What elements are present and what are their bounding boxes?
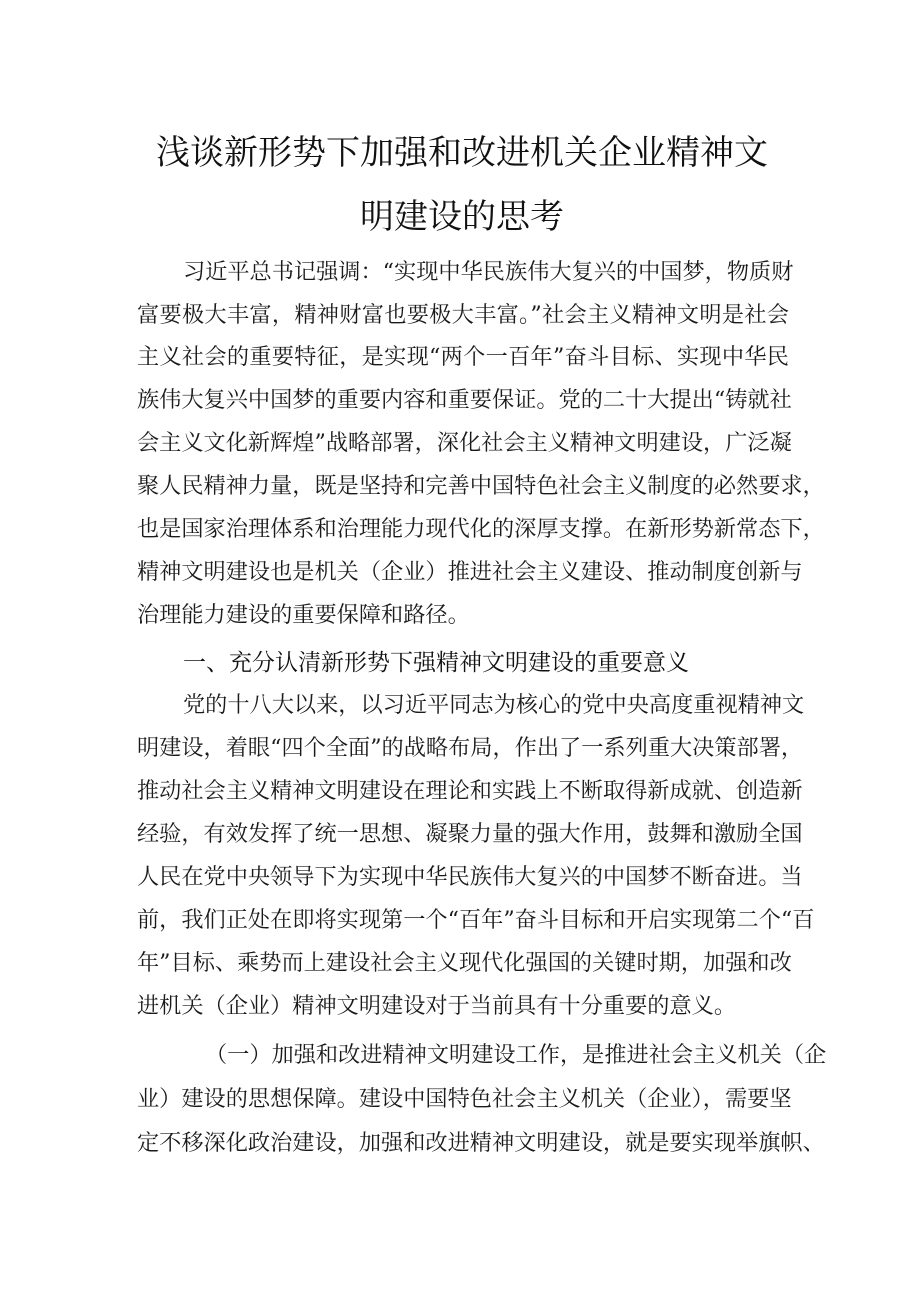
section-paragraph-line: 年”目标、乘势而上建设社会主义现代化强国的关键时期，加强和改 bbox=[137, 950, 792, 976]
intro-paragraph-line: 精神文明建设也是机关（企业）推进社会主义建设、推动制度创新与 bbox=[137, 559, 803, 585]
section-paragraph-line: 推动社会主义精神文明建设在理论和实践上不断取得新成就、创造新 bbox=[137, 778, 803, 804]
section-paragraph-line: 经验，有效发挥了统一思想、凝聚力量的强大作用，鼓舞和激励全国 bbox=[137, 821, 803, 847]
intro-paragraph-line: 治理能力建设的重要保障和路径。 bbox=[137, 602, 470, 628]
intro-paragraph-line: 会主义文化新辉煌”战略部署，深化社会主义精神文明建设，广泛凝 bbox=[137, 430, 792, 456]
document-title-line-2: 明建设的思考 bbox=[360, 197, 564, 237]
subsection-paragraph-line: 业）建设的思想保障。建设中国特色社会主义机关（企业），需要坚 bbox=[137, 1086, 792, 1112]
intro-paragraph-line: 主义社会的重要特征，是实现“两个一百年”奋斗目标、实现中华民 bbox=[137, 344, 789, 370]
intro-paragraph-line: 也是国家治理体系和治理能力现代化的深厚支撑。在新形势新常态下， bbox=[137, 516, 825, 542]
section-heading: 一、充分认清新形势下强精神文明建设的重要意义 bbox=[183, 650, 689, 676]
intro-paragraph-line: 富要极大丰富，精神财富也要极大丰富。”社会主义精神文明是社会 bbox=[137, 302, 789, 328]
section-paragraph-line: 党的十八大以来，以习近平同志为核心的党中央高度重视精神文 bbox=[183, 692, 805, 718]
section-paragraph-line: 进机关（企业）精神文明建设对于当前具有十分重要的意义。 bbox=[137, 993, 737, 1019]
subsection-paragraph-line: 定不移深化政治建设，加强和改进精神文明建设，就是要实现举旗帜、 bbox=[137, 1130, 825, 1156]
intro-paragraph-line: 族伟大复兴中国梦的重要内容和重要保证。党的二十大提出“铸就社 bbox=[137, 387, 792, 413]
section-paragraph-line: 明建设，着眼“四个全面”的战略布局，作出了一系列重大决策部署， bbox=[137, 735, 804, 761]
intro-paragraph-line: 习近平总书记强调：“实现中华民族伟大复兴的中国梦，物质财 bbox=[183, 259, 794, 285]
document-title-line-1: 浅谈新形势下加强和改进机关企业精神文 bbox=[156, 133, 768, 173]
section-paragraph-line: 人民在党中央领导下为实现中华民族伟大复兴的中国梦不断奋进。当 bbox=[137, 864, 803, 890]
subsection-paragraph-line: （一）加强和改进精神文明建设工作，是推进社会主义机关（企 bbox=[205, 1042, 827, 1068]
intro-paragraph-line: 聚人民精神力量，既是坚持和完善中国特色社会主义制度的必然要求， bbox=[137, 473, 825, 499]
section-paragraph-line: 前，我们正处在即将实现第一个“百年”奋斗目标和开启实现第二个“百 bbox=[137, 907, 815, 933]
